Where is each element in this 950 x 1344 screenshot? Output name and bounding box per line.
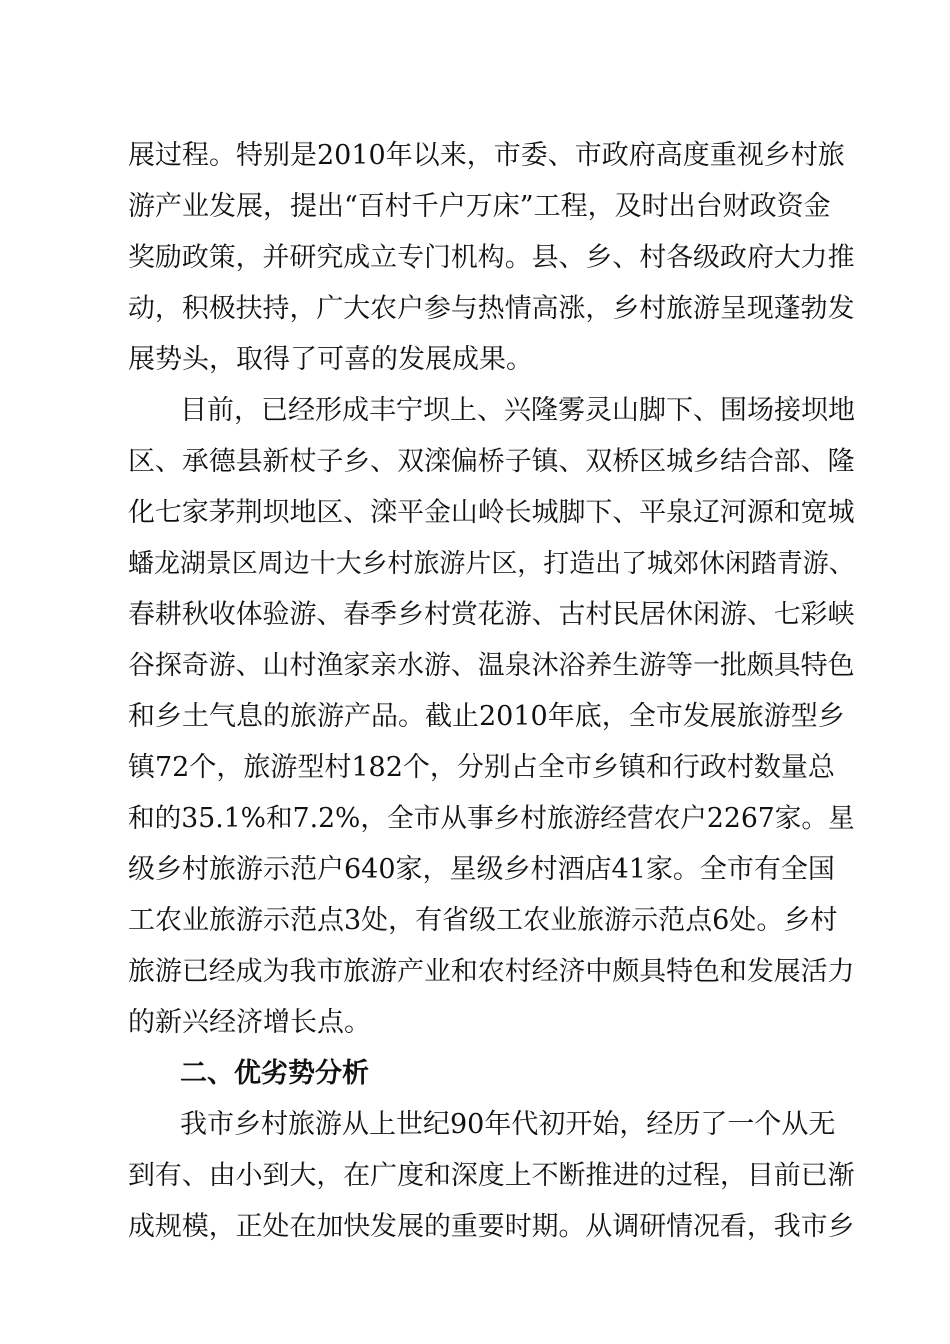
text-line: 春耕秋收体验游、春季乡村赏花游、古村民居休闲游、七彩峡	[128, 599, 855, 630]
text-line: 和乡土气息的旅游产品。截止2010年底，全市发展旅游型乡	[128, 701, 845, 732]
text-line: 展势头，取得了可喜的发展成果。	[128, 344, 533, 375]
text-line: 旅游已经成为我市旅游产业和农村经济中颇具特色和发展活力	[128, 956, 855, 987]
text-line: 化七家茅荆坝地区、滦平金山岭长城脚下、平泉辽河源和宽城	[128, 497, 855, 528]
text-line: 的新兴经济增长点。	[128, 1007, 371, 1038]
text-line: 区、承德县新杖子乡、双滦偏桥子镇、双桥区城乡结合部、隆	[128, 446, 855, 477]
text-line: 游产业发展，提出“百村千户万床”工程，及时出台财政资金	[128, 191, 831, 222]
text-line: 蟠龙湖景区周边十大乡村旅游片区，打造出了城郊休闲踏青游、	[128, 549, 855, 579]
text-line: 工农业旅游示范点3处，有省级工农业旅游示范点6处。乡村	[128, 905, 838, 936]
text-line: 镇72个，旅游型村182个，分别占全市乡镇和行政村数量总	[128, 752, 835, 783]
text-line: 到有、由小到大，在广度和深度上不断推进的过程，目前已渐	[128, 1160, 855, 1191]
section-heading: 二、优劣势分析	[180, 1058, 369, 1089]
text-line: 动，积极扶持，广大农户参与热情高涨，乡村旅游呈现蓬勃发	[128, 293, 855, 324]
text-line: 目前，已经形成丰宁坝上、兴隆雾灵山脚下、围场接坝地	[180, 395, 855, 426]
text-line: 我市乡村旅游从上世纪90年代初开始，经历了一个从无	[180, 1109, 836, 1140]
text-line: 和的35.1%和7.2%，全市从事乡村旅游经营农户2267家。星	[128, 803, 855, 834]
text-line: 成规模，正处在加快发展的重要时期。从调研情况看，我市乡	[128, 1211, 855, 1242]
text-line: 奖励政策，并研究成立专门机构。县、乡、村各级政府大力推	[128, 242, 855, 273]
text-line: 级乡村旅游示范户640家，星级乡村酒店41家。全市有全国	[128, 854, 835, 885]
text-line: 谷探奇游、山村渔家亲水游、温泉沐浴养生游等一批颇具特色	[128, 650, 855, 681]
text-line: 展过程。特别是2010年以来，市委、市政府高度重视乡村旅	[128, 140, 845, 171]
